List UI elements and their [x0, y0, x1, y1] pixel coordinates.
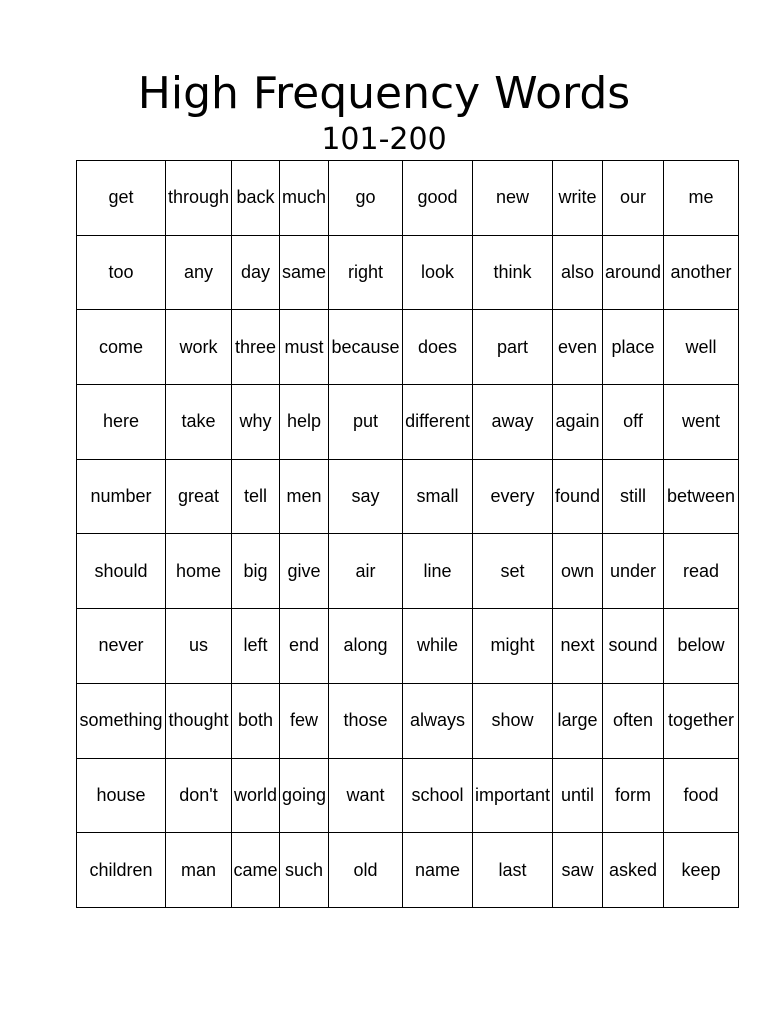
word-table	[76, 160, 739, 908]
word-cell: end	[280, 609, 329, 684]
word-cell: next	[553, 609, 603, 684]
word-cell: back	[232, 161, 280, 236]
word-cell: until	[553, 758, 603, 833]
word-cell: help	[280, 385, 329, 460]
word-cell: don't	[166, 758, 232, 833]
word-cell: same	[280, 235, 329, 310]
word-cell: along	[329, 609, 403, 684]
word-cell: look	[403, 235, 473, 310]
word-cell: big	[232, 534, 280, 609]
word-cell: old	[329, 833, 403, 908]
word-cell: even	[553, 310, 603, 385]
word-cell: also	[553, 235, 603, 310]
word-cell: us	[166, 609, 232, 684]
word-cell: going	[280, 758, 329, 833]
word-cell: me	[664, 161, 739, 236]
word-cell: line	[403, 534, 473, 609]
word-cell: such	[280, 833, 329, 908]
word-cell: well	[664, 310, 739, 385]
word-cell: men	[280, 459, 329, 534]
table-row	[77, 609, 739, 684]
word-cell: found	[553, 459, 603, 534]
word-cell: think	[473, 235, 553, 310]
table-row	[77, 534, 739, 609]
word-cell: go	[329, 161, 403, 236]
word-cell: those	[329, 683, 403, 758]
word-cell: under	[603, 534, 664, 609]
word-cell: must	[280, 310, 329, 385]
word-cell: thought	[166, 683, 232, 758]
word-cell: should	[77, 534, 166, 609]
word-cell: another	[664, 235, 739, 310]
word-cell: name	[403, 833, 473, 908]
word-cell: different	[403, 385, 473, 460]
word-cell: while	[403, 609, 473, 684]
word-cell: children	[77, 833, 166, 908]
word-cell: number	[77, 459, 166, 534]
word-cell: get	[77, 161, 166, 236]
word-cell: three	[232, 310, 280, 385]
table-row	[77, 310, 739, 385]
word-cell: home	[166, 534, 232, 609]
word-cell: our	[603, 161, 664, 236]
word-cell: right	[329, 235, 403, 310]
word-cell: might	[473, 609, 553, 684]
word-cell: new	[473, 161, 553, 236]
word-cell: here	[77, 385, 166, 460]
word-cell: left	[232, 609, 280, 684]
word-cell: come	[77, 310, 166, 385]
word-cell: together	[664, 683, 739, 758]
word-cell: good	[403, 161, 473, 236]
word-cell: read	[664, 534, 739, 609]
word-cell: put	[329, 385, 403, 460]
word-cell: food	[664, 758, 739, 833]
table-row	[77, 385, 739, 460]
word-cell: take	[166, 385, 232, 460]
word-cell: every	[473, 459, 553, 534]
word-cell: want	[329, 758, 403, 833]
table-row	[77, 235, 739, 310]
word-cell: work	[166, 310, 232, 385]
word-cell: why	[232, 385, 280, 460]
word-cell: set	[473, 534, 553, 609]
word-cell: off	[603, 385, 664, 460]
word-cell: often	[603, 683, 664, 758]
word-cell: form	[603, 758, 664, 833]
word-cell: because	[329, 310, 403, 385]
word-cell: small	[403, 459, 473, 534]
table-row	[77, 459, 739, 534]
word-cell: away	[473, 385, 553, 460]
word-cell: much	[280, 161, 329, 236]
table-row	[77, 758, 739, 833]
word-cell: great	[166, 459, 232, 534]
word-cell: went	[664, 385, 739, 460]
word-cell: saw	[553, 833, 603, 908]
word-cell: keep	[664, 833, 739, 908]
word-cell: world	[232, 758, 280, 833]
word-table-body	[77, 161, 739, 908]
word-cell: air	[329, 534, 403, 609]
word-cell: last	[473, 833, 553, 908]
word-cell: came	[232, 833, 280, 908]
word-cell: below	[664, 609, 739, 684]
word-cell: through	[166, 161, 232, 236]
word-cell: still	[603, 459, 664, 534]
word-cell: place	[603, 310, 664, 385]
word-cell: both	[232, 683, 280, 758]
word-cell: school	[403, 758, 473, 833]
word-cell: important	[473, 758, 553, 833]
word-cell: write	[553, 161, 603, 236]
word-cell: too	[77, 235, 166, 310]
word-cell: house	[77, 758, 166, 833]
word-cell: show	[473, 683, 553, 758]
word-cell: give	[280, 534, 329, 609]
word-cell: around	[603, 235, 664, 310]
table-row	[77, 683, 739, 758]
word-cell: again	[553, 385, 603, 460]
word-cell: few	[280, 683, 329, 758]
page-title: High Frequency Words	[137, 68, 631, 119]
word-cell: something	[77, 683, 166, 758]
word-cell: never	[77, 609, 166, 684]
word-cell: large	[553, 683, 603, 758]
word-cell: part	[473, 310, 553, 385]
table-row	[77, 833, 739, 908]
word-cell: own	[553, 534, 603, 609]
word-cell: day	[232, 235, 280, 310]
word-cell: tell	[232, 459, 280, 534]
table-row	[77, 161, 739, 236]
word-cell: always	[403, 683, 473, 758]
page-subtitle: 101-200	[321, 122, 447, 157]
word-cell: between	[664, 459, 739, 534]
word-cell: sound	[603, 609, 664, 684]
word-cell: man	[166, 833, 232, 908]
word-cell: does	[403, 310, 473, 385]
word-cell: any	[166, 235, 232, 310]
word-cell: asked	[603, 833, 664, 908]
word-cell: say	[329, 459, 403, 534]
